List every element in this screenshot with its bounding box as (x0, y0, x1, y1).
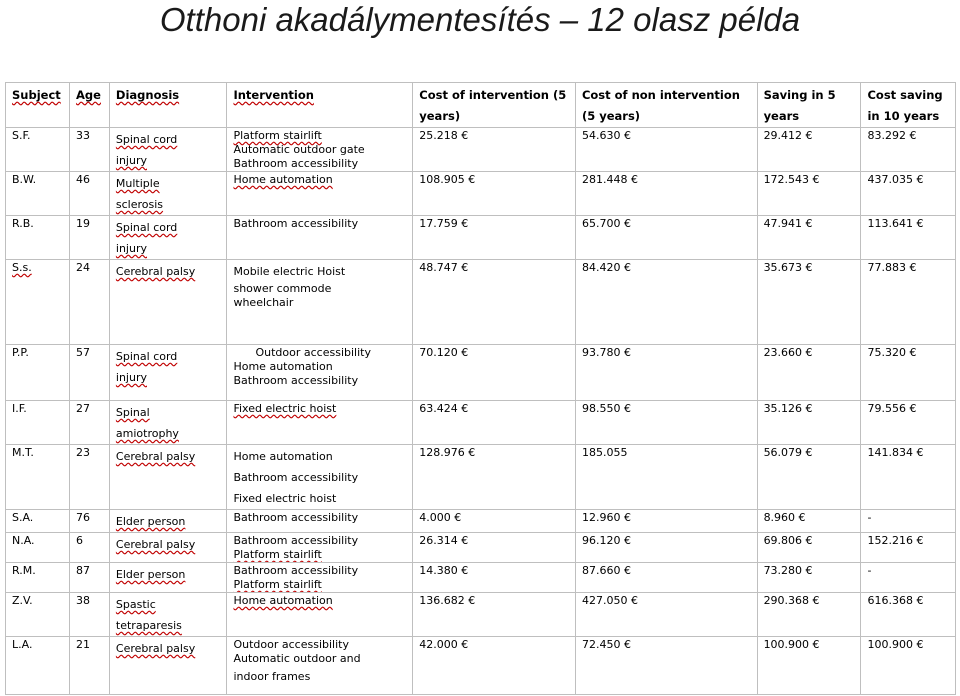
header-saving-5: Saving in 5 years (757, 83, 861, 128)
cell-subject-value: Z.V. (12, 594, 33, 607)
cell-subject (6, 510, 70, 533)
cell-cost-non-intervention (575, 593, 757, 637)
header-diagnosis: Diagnosis (109, 83, 227, 128)
cell-subject-value: L.A. (12, 638, 33, 651)
cell-cost-non-intervention (575, 216, 757, 260)
cell-subject-value: R.B. (12, 217, 34, 230)
cell-age (70, 260, 110, 345)
table-row (6, 401, 956, 445)
cell-diagnosis-line: injury (115, 154, 147, 167)
cell-intervention-line: wheelchair (233, 296, 294, 309)
cell-cost-intervention-value: 25.218 € (419, 129, 469, 142)
table-row (6, 445, 956, 510)
cell-intervention-line: Outdoor accessibility (255, 346, 371, 359)
cell-diagnosis-line: injury (115, 371, 147, 384)
cell-saving-10-value: 152.216 € (867, 534, 924, 547)
cell-saving-5-value: 172.543 € (763, 173, 820, 186)
cell-saving-10 (861, 260, 956, 345)
cell-cost-non-intervention-value: 98.550 € (581, 402, 631, 415)
cell-saving-5-value: 29.412 € (763, 129, 813, 142)
cell-cost-intervention (413, 593, 576, 637)
cell-saving-10 (861, 216, 956, 260)
cell-subject (6, 445, 70, 510)
cell-subject (6, 533, 70, 563)
cell-diagnosis (109, 345, 227, 401)
cell-cost-non-intervention-value: 87.660 € (581, 564, 631, 577)
cell-cost-intervention-value: 108.905 € (419, 173, 476, 186)
cell-intervention-line: Platform stairlift (233, 578, 322, 591)
cell-intervention-line: shower commode (233, 282, 332, 295)
page-title: Otthoni akadálymentesítés – 12 olasz példa (159, 1, 801, 38)
cell-cost-non-intervention (575, 533, 757, 563)
cell-intervention-line: Home automation (233, 450, 333, 463)
cell-age (70, 401, 110, 445)
cell-intervention-line: Platform stairlift (233, 129, 322, 142)
cell-subject-value: B.W. (12, 173, 37, 186)
cell-cost-non-intervention (575, 345, 757, 401)
cell-cost-intervention-value: 136.682 € (419, 594, 476, 607)
cell-intervention-line: Automatic outdoor gate (233, 143, 365, 156)
cell-intervention-line: Bathroom accessibility (233, 471, 359, 484)
cell-subject (6, 563, 70, 593)
cell-subject-value: I.F. (12, 402, 27, 415)
cell-cost-non-intervention (575, 637, 757, 695)
cell-subject-value: S.A. (12, 511, 34, 524)
cell-saving-5 (757, 172, 861, 216)
cell-saving-5 (757, 637, 861, 695)
cell-saving-5 (757, 128, 861, 172)
cell-cost-intervention (413, 172, 576, 216)
cell-cost-non-intervention (575, 445, 757, 510)
cell-cost-non-intervention-value: 54.630 € (581, 129, 631, 142)
table-row (6, 216, 956, 260)
cell-subject (6, 216, 70, 260)
table-row (6, 260, 956, 345)
cell-age-value: 76 (76, 511, 91, 524)
cell-cost-non-intervention (575, 510, 757, 533)
cell-saving-5 (757, 345, 861, 401)
cell-age (70, 128, 110, 172)
cell-age-value: 24 (76, 261, 91, 274)
cell-diagnosis-line: Spinal cord (115, 221, 178, 234)
cell-saving-10 (861, 128, 956, 172)
cell-saving-10 (861, 172, 956, 216)
cell-cost-non-intervention (575, 260, 757, 345)
cell-saving-10 (861, 401, 956, 445)
cell-intervention-line: Bathroom accessibility (233, 564, 359, 577)
cell-diagnosis (109, 128, 227, 172)
cell-subject (6, 637, 70, 695)
cell-saving-10 (861, 345, 956, 401)
header-intervention: Intervention (227, 83, 413, 128)
cell-intervention (227, 216, 413, 260)
cell-age-value: 46 (76, 173, 91, 186)
cell-saving-5 (757, 510, 861, 533)
table-row (6, 533, 956, 563)
cell-age-value: 21 (76, 638, 91, 651)
cell-age (70, 533, 110, 563)
cell-intervention (227, 593, 413, 637)
cell-diagnosis-line: Multiple (115, 177, 160, 190)
cell-diagnosis-line: Spastic (115, 598, 156, 611)
cell-diagnosis (109, 510, 227, 533)
cell-cost-intervention-value: 128.976 € (419, 446, 476, 459)
cell-saving-5-value: 290.368 € (763, 594, 820, 607)
cell-cost-intervention-value: 14.380 € (419, 564, 469, 577)
cell-saving-10-value: 83.292 € (867, 129, 917, 142)
cell-subject-value: S.s. (12, 261, 32, 274)
cell-diagnosis (109, 401, 227, 445)
cell-saving-10-value: - (867, 564, 872, 577)
cell-diagnosis (109, 593, 227, 637)
cell-cost-intervention-value: 70.120 € (419, 346, 469, 359)
cell-intervention-line: Home automation (233, 594, 333, 607)
cell-saving-5 (757, 401, 861, 445)
cell-cost-non-intervention-value: 93.780 € (581, 346, 631, 359)
cell-age-value: 23 (76, 446, 91, 459)
cell-subject (6, 260, 70, 345)
cell-saving-10 (861, 637, 956, 695)
cell-diagnosis-line: amiotrophy (115, 427, 179, 440)
cell-age-value: 27 (76, 402, 91, 415)
cell-cost-intervention (413, 345, 576, 401)
cell-saving-10-value: 141.834 € (867, 446, 924, 459)
cell-diagnosis-line: Spinal cord (115, 133, 178, 146)
cell-cost-non-intervention-value: 12.960 € (581, 511, 631, 524)
cell-age (70, 593, 110, 637)
cell-diagnosis-line: Spinal (115, 406, 150, 419)
cell-diagnosis-line: Spinal cord (115, 350, 178, 363)
cell-diagnosis-line: Cerebral palsy (115, 642, 196, 655)
cell-diagnosis-line: Cerebral palsy (115, 538, 196, 551)
table-row (6, 128, 956, 172)
cell-subject-value: P.P. (12, 346, 29, 359)
cell-cost-intervention (413, 510, 576, 533)
cell-intervention-line: Bathroom accessibility (233, 374, 359, 387)
cell-intervention-line: Home automation (233, 360, 333, 373)
cell-cost-non-intervention-value: 96.120 € (581, 534, 631, 547)
cell-saving-10-value: 100.900 € (867, 638, 924, 651)
cell-intervention-line: Bathroom accessibility (233, 534, 359, 547)
cell-subject-value: N.A. (12, 534, 35, 547)
cell-cost-non-intervention-value: 65.700 € (581, 217, 631, 230)
cell-age (70, 510, 110, 533)
cell-saving-10-value: 616.368 € (867, 594, 924, 607)
cell-age (70, 563, 110, 593)
cell-saving-5 (757, 216, 861, 260)
cell-intervention (227, 533, 413, 563)
cell-intervention-line: Platform stairlift (233, 548, 322, 561)
cell-saving-5 (757, 533, 861, 563)
cell-age-value: 6 (76, 534, 84, 547)
cell-saving-10 (861, 445, 956, 510)
cell-saving-5 (757, 563, 861, 593)
cell-saving-5-value: 8.960 € (763, 511, 806, 524)
cell-intervention-line: Automatic outdoor and (233, 652, 361, 665)
cell-age (70, 345, 110, 401)
cell-diagnosis (109, 172, 227, 216)
cell-subject-value: M.T. (12, 446, 34, 459)
cell-cost-intervention-value: 17.759 € (419, 217, 469, 230)
cell-saving-10 (861, 563, 956, 593)
cell-cost-intervention (413, 637, 576, 695)
cell-cost-intervention (413, 445, 576, 510)
cell-cost-intervention (413, 563, 576, 593)
cell-cost-non-intervention (575, 401, 757, 445)
cell-saving-5-value: 73.280 € (763, 564, 813, 577)
cell-saving-10-value: 75.320 € (867, 346, 917, 359)
cell-saving-5-value: 35.126 € (763, 402, 813, 415)
cell-intervention (227, 510, 413, 533)
cell-diagnosis (109, 563, 227, 593)
cell-subject (6, 401, 70, 445)
cell-saving-5-value: 69.806 € (763, 534, 813, 547)
cell-diagnosis-line: Elder person (115, 568, 186, 581)
cell-saving-5-value: 56.079 € (763, 446, 813, 459)
cell-saving-10-value: 113.641 € (867, 217, 924, 230)
cell-cost-non-intervention-value: 185.055 (581, 446, 628, 459)
cell-saving-10-value: - (867, 511, 872, 524)
table-row (6, 637, 956, 695)
cell-diagnosis-line: Cerebral palsy (115, 450, 196, 463)
cell-subject (6, 593, 70, 637)
cell-cost-non-intervention (575, 172, 757, 216)
cell-cost-non-intervention (575, 128, 757, 172)
cell-intervention (227, 172, 413, 216)
cell-saving-5 (757, 445, 861, 510)
cell-cost-intervention (413, 260, 576, 345)
cell-diagnosis (109, 533, 227, 563)
cell-saving-5-value: 47.941 € (763, 217, 813, 230)
table-row (6, 345, 956, 401)
cell-intervention-line: Bathroom accessibility (233, 157, 359, 170)
cell-cost-intervention-value: 42.000 € (419, 638, 469, 651)
table-row (6, 593, 956, 637)
cell-saving-5-value: 23.660 € (763, 346, 813, 359)
cell-diagnosis (109, 445, 227, 510)
cell-saving-10-value: 77.883 € (867, 261, 917, 274)
cell-diagnosis-line: tetraparesis (115, 619, 182, 632)
cell-intervention-line: Fixed electric hoist (233, 402, 337, 415)
cell-subject (6, 345, 70, 401)
cell-intervention-line: Mobile electric Hoist (233, 265, 346, 278)
header-age: Age (70, 83, 110, 128)
cell-saving-5 (757, 260, 861, 345)
header-row (6, 83, 956, 128)
cell-cost-intervention-value: 63.424 € (419, 402, 469, 415)
cell-intervention (227, 401, 413, 445)
cell-cost-non-intervention-value: 281.448 € (581, 173, 638, 186)
cell-diagnosis-line: Cerebral palsy (115, 265, 196, 278)
cell-age (70, 637, 110, 695)
cell-intervention-line: Bathroom accessibility (233, 217, 359, 230)
cell-intervention-line: Bathroom accessibility (233, 511, 359, 524)
header-cost-intervention: Cost of intervention (5 years) (413, 83, 576, 128)
cell-saving-5-value: 35.673 € (763, 261, 813, 274)
cell-cost-non-intervention-value: 72.450 € (581, 638, 631, 651)
cell-intervention (227, 128, 413, 172)
cell-diagnosis (109, 260, 227, 345)
cell-age (70, 216, 110, 260)
cell-cost-intervention-value: 48.747 € (419, 261, 469, 274)
cell-intervention (227, 445, 413, 510)
cell-saving-5-value: 100.900 € (763, 638, 820, 651)
cell-age-value: 33 (76, 129, 91, 142)
cell-subject-value: S.F. (12, 129, 31, 142)
cell-intervention-line: indoor frames (233, 670, 311, 683)
cell-intervention (227, 563, 413, 593)
header-cost-non-intervention: Cost of non intervention (5 years) (575, 83, 757, 128)
cell-subject-value: R.M. (12, 564, 36, 577)
cell-intervention (227, 345, 413, 401)
cell-age (70, 172, 110, 216)
cell-saving-10 (861, 593, 956, 637)
header-subject: Subject (6, 83, 70, 128)
cell-cost-non-intervention (575, 563, 757, 593)
cell-age (70, 445, 110, 510)
cell-diagnosis (109, 637, 227, 695)
table-row (6, 563, 956, 593)
cell-age-value: 19 (76, 217, 91, 230)
cell-saving-5 (757, 593, 861, 637)
cell-cost-intervention-value: 4.000 € (419, 511, 462, 524)
cell-intervention (227, 637, 413, 695)
cell-intervention (227, 260, 413, 345)
cell-diagnosis-line: Elder person (115, 515, 186, 528)
cell-cost-intervention-value: 26.314 € (419, 534, 469, 547)
cell-saving-10-value: 79.556 € (867, 402, 917, 415)
table-row (6, 510, 956, 533)
cell-cost-intervention (413, 401, 576, 445)
cell-cost-non-intervention-value: 427.050 € (581, 594, 638, 607)
cell-diagnosis-line: injury (115, 242, 147, 255)
table-row (6, 172, 956, 216)
case-table (5, 82, 956, 695)
cell-age-value: 57 (76, 346, 91, 359)
cell-age-value: 38 (76, 594, 91, 607)
cell-diagnosis-line: sclerosis (115, 198, 164, 211)
cell-saving-10 (861, 510, 956, 533)
cell-cost-non-intervention-value: 84.420 € (581, 261, 631, 274)
cell-subject (6, 172, 70, 216)
cell-saving-10 (861, 533, 956, 563)
cell-cost-intervention (413, 216, 576, 260)
cell-subject (6, 128, 70, 172)
cell-saving-10-value: 437.035 € (867, 173, 924, 186)
cell-cost-intervention (413, 533, 576, 563)
cell-age-value: 87 (76, 564, 91, 577)
header-saving-10: Cost saving in 10 years (861, 83, 956, 128)
cell-diagnosis (109, 216, 227, 260)
cell-cost-intervention (413, 128, 576, 172)
cell-intervention-line: Fixed electric hoist (233, 492, 337, 505)
cell-intervention-line: Outdoor accessibility (233, 638, 349, 651)
cell-intervention-line: Home automation (233, 173, 333, 186)
